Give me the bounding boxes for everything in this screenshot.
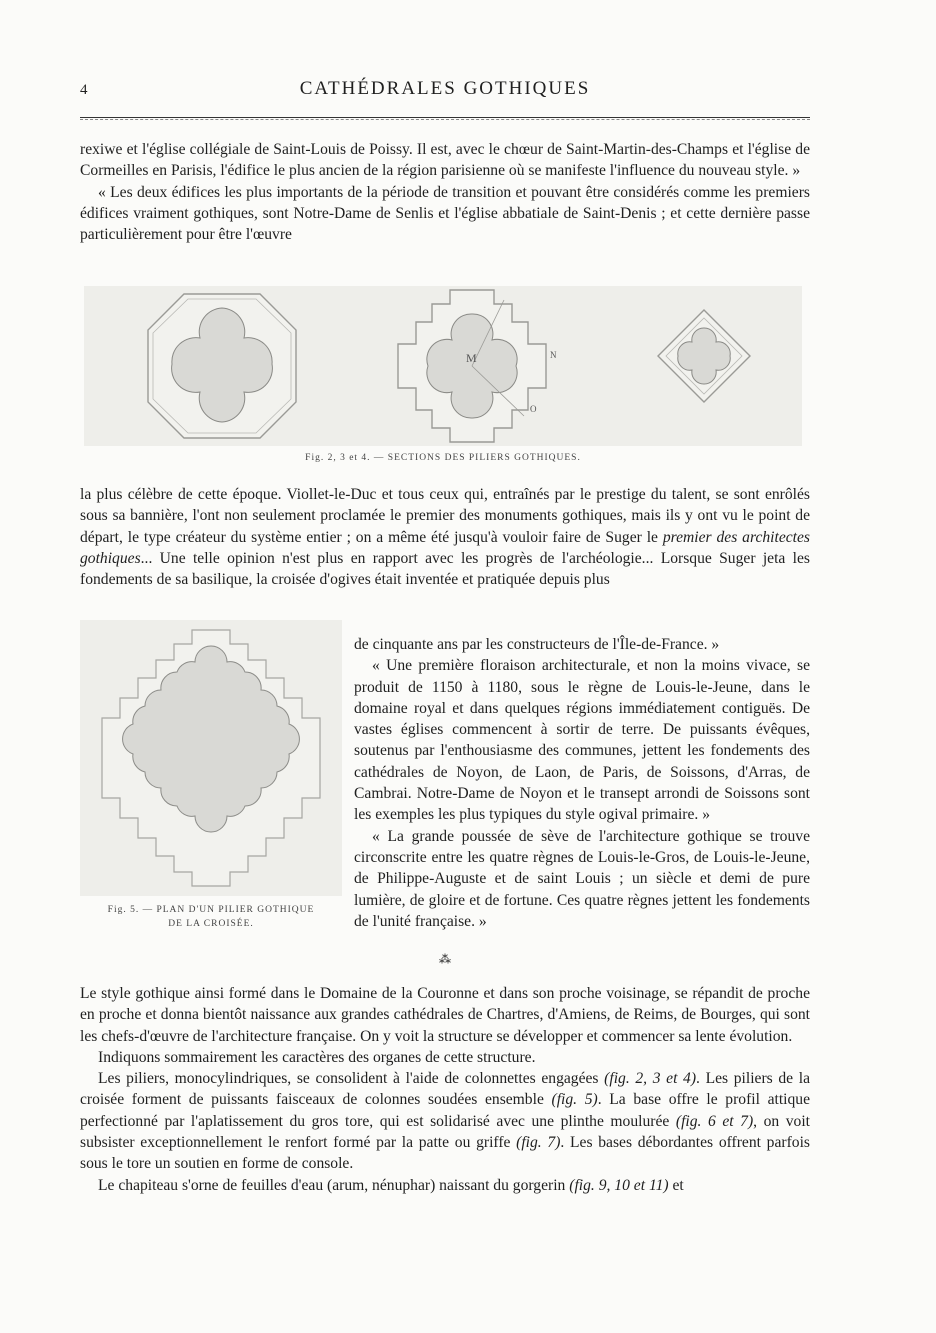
chapiteau-text-c: et: [672, 1176, 684, 1194]
piliers-text-e: . La base offre le profil attique perfectionné par l'aplatissement du gros tore, qui est solidarisé avec une plinthe moulurée: [80, 1091, 811, 1130]
running-title: CATHÉDRALES GOTHIQUES: [299, 78, 591, 99]
top-text-block: [80, 139, 810, 245]
figure-left-caption-line-2: DE LA CROISÉE.: [168, 919, 254, 929]
pillar-section-octagon: [148, 294, 296, 438]
paragraph-style-gothique: Le style gothique ainsi formé dans le Domaine de la Couronne et dans son proche voisinage, se répandit de proche en proche et donna bientôt naissance aux grandes cathédrales de Chartres, d'Amiens, de Reims, de Bourges, qui sont les chefs-d'œuvre de l'architecture française. On y voit la structure se développer et commencer sa lente évolution.: [80, 985, 810, 1045]
figure-top-caption: Fig. 2, 3 et 4. — SECTIONS DES PILIERS GOTHIQUES.: [305, 453, 581, 463]
viollet-text-1: la plus célèbre de cette époque. Viollet-le-Duc et tous ceux qui, entraînés par le prestige du talent, se sont enrôlés sous sa bannière, l'ont non seulement proclamée le premier des monuments gothiques, mais ils y ont vu le point de départ, le type créateur du système entier ; on a même été jusqu'à vouloir faire de Suger le: [80, 486, 810, 546]
header-rule-dashed: [80, 119, 810, 120]
viollet-italic: premier des architectes gothiques: [80, 528, 810, 567]
piliers-ref-fig-5: (fig. 5): [551, 1091, 598, 1109]
viollet-text-2: ... Une telle opinion n'est plus en rapport avec les progrès de l'archéologie... Lorsque Suger jeta les fondements de sa basilique, la croisée d'ogives était inventée et pratiquée depuis plus: [80, 549, 810, 589]
pillar-section-cruciform: [398, 290, 557, 442]
piliers-ref-fig-2-4: (fig. 2, 3 et 4): [604, 1070, 697, 1088]
section-ornament: ⁂: [439, 952, 451, 966]
paragraph-poissy: rexiwe et l'église collégiale de Saint-Louis de Poissy. Il est, avec le chœur de Saint-Martin-des-Champs et l'église de Cormeilles en Parisis, l'édifice le plus ancien de la région parisienne où se manifeste l'influence du nouveau style. »: [80, 141, 810, 180]
figure-left-caption: [80, 903, 342, 931]
paragraph-chapiteau: [80, 1175, 810, 1196]
piliers-text-g: , on voit subsister exceptionnellement le renfort formé par la patte ou griffe: [80, 1112, 810, 1152]
mid-text-block: [80, 484, 810, 590]
chapiteau-text-a: Le chapiteau s'orne de feuilles d'eau (arum, nénuphar) naissant du gorgerin: [98, 1176, 566, 1194]
piliers-text-i: . Les bases débordantes offrent parfois sous le tore un soutien en forme de console.: [80, 1134, 810, 1173]
paragraph-indiquons: Indiquons sommairement les caractères des organes de cette structure.: [98, 1048, 536, 1066]
paragraph-floraison: « Une première floraison architecturale, et non la moins vivace, se produit de 1150 à 1180, sous le règne de Louis-le-Jeune, dans le domaine royal et dans quelques régions immédiatement contiguës. De vastes églises commencent à sortir de terre. De puissants évêques, soutenus par l'enthousiasme des communes, jettent les fondements des cathédrales de Noyon, de Laon, de Paris, de Soissons, d'Arras, de Cambrai. Notre-Dame de Noyon et le transept arrondi de Soissons sont les exemples les plus typiques du style ogival primaire. »: [354, 657, 810, 824]
figure-pillar-plan: [80, 620, 342, 896]
pillar-sections-illustration: [84, 286, 802, 446]
figure-pillar-sections: [84, 286, 802, 446]
pillar-section-diamond: [658, 310, 750, 402]
header-rule: [80, 117, 810, 118]
paragraph-grande-poussee: « La grande poussée de sève de l'architecture gothique se trouve circonscrite entre les quatre règnes de Louis-le-Gros, de Louis-le-Jeune, de Philippe-Auguste et de saint Louis ; un siècle et demi de pure lumière, de gloire et de fortune. Ces quatre règnes jettent les fondements de l'unité française. »: [354, 827, 810, 930]
right-column-text: [354, 634, 810, 932]
paragraph-cinquante-ans: de cinquante ans par les constructeurs de l'Île-de-France. »: [354, 636, 720, 653]
label-n: N: [550, 350, 557, 360]
pillar-plan-illustration: [80, 620, 342, 896]
page-number: 4: [80, 82, 88, 98]
label-o: O: [530, 404, 537, 414]
piliers-text-c: . Les piliers de la croisée forment de puissants faisceaux de colonnes soudées ensemble: [80, 1070, 810, 1109]
page-header: [80, 78, 810, 104]
bottom-text-block: [80, 983, 810, 1196]
piliers-ref-fig-7: (fig. 7): [516, 1134, 561, 1152]
label-m: M: [466, 351, 477, 365]
piliers-ref-fig-6-7: (fig. 6 et 7): [675, 1112, 754, 1130]
paragraph-viollet-le-duc: [80, 484, 810, 590]
piliers-text-a: Les piliers, monocylindriques, se consolident à l'aide de colonnettes engagées: [98, 1070, 599, 1088]
paragraph-senlis: « Les deux édifices les plus importants de la période de transition et pouvant être considérés comme les premiers édifices vraiment gothiques, sont Notre-Dame de Senlis et l'église abbatiale de Saint-Denis ; et cette dernière passe particulièrement pour être l'œuvre: [80, 183, 810, 244]
paragraph-piliers: [80, 1068, 810, 1174]
chapiteau-ref-fig-9-11: (fig. 9, 10 et 11): [569, 1176, 669, 1194]
figure-left-caption-line-1: Fig. 5. — PLAN D'UN PILIER GOTHIQUE: [107, 905, 315, 915]
